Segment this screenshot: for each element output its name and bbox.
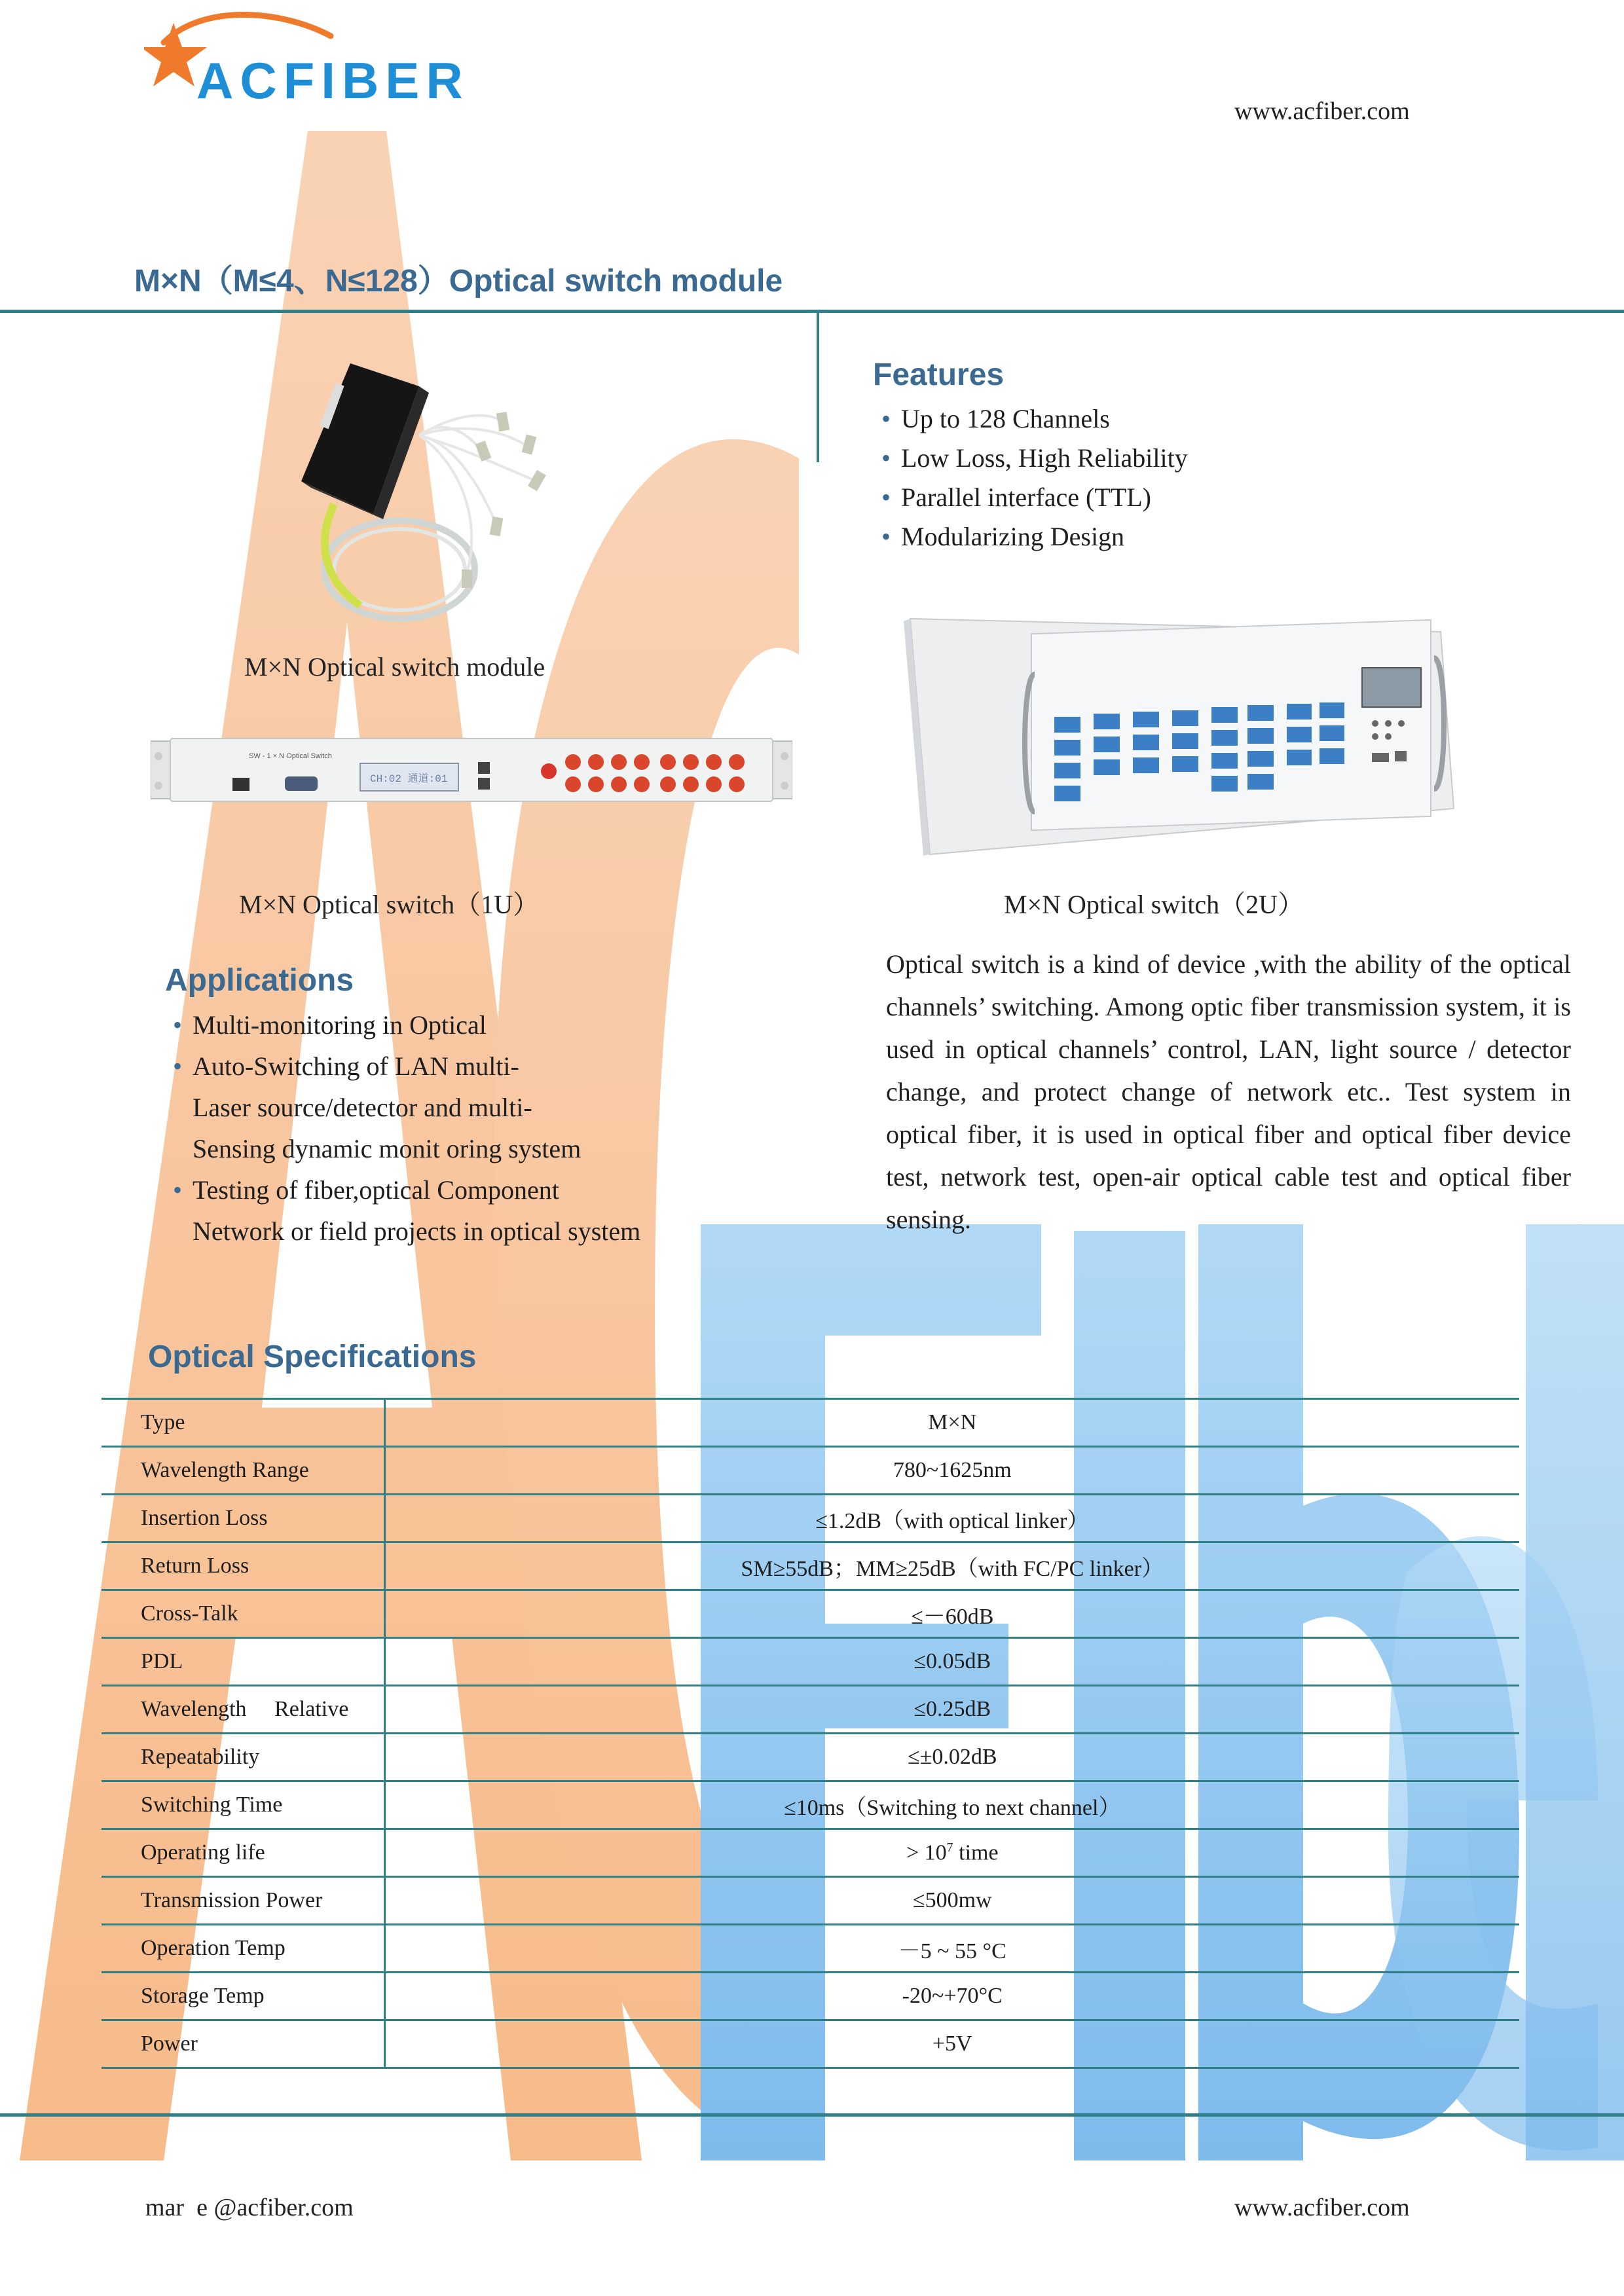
feature-item: • Modularizing Design (881, 517, 1188, 556)
spec-value: ≤1.2dB（with optical linker） (384, 1495, 1519, 1542)
switch-1u-product-image (151, 733, 792, 805)
product-description: Optical switch is a kind of device ,with the ability of the optical channels’ switching. Among optic fiber transmission system, it is used in optical channels’ control, LAN, light source / detector change, and protect change of network etc.. Test system in optical fiber, it is used in optical fiber and optical fiber device test, network test, open-air optical cable test and optical fiber sensing. (886, 949, 1571, 1234)
spec-value: +5V (384, 2020, 1519, 2068)
module-caption: M×N Optical switch module (244, 652, 545, 682)
table-row (101, 1542, 1519, 1590)
spec-label: Switching Time (101, 1781, 384, 1829)
spec-value: －5 ~ 55 °C (384, 1925, 1519, 1973)
table-row (101, 2020, 1519, 2068)
spec-label: Power (101, 2020, 384, 2068)
spec-label: Cross-Talk (101, 1590, 384, 1638)
spec-label: Storage Temp (101, 1973, 384, 2020)
table-row (101, 1447, 1519, 1495)
page-title: M×N（M≤4、N≤128）Optical switch module (134, 264, 783, 299)
acfiber-logo (144, 7, 485, 111)
switch-2u-product-image (904, 612, 1467, 861)
spec-label: Transmission Power (101, 1877, 384, 1925)
spec-value: > $10^7$ time (384, 1829, 1519, 1877)
table-row (101, 1973, 1519, 2020)
switch-1u-panel-label: SW - 1 × N Optical Switch (249, 752, 332, 760)
features-list (881, 399, 1188, 556)
application-item: • Multi-monitoring in Optical (173, 1004, 736, 1046)
header-website[interactable]: www.acfiber.com (1234, 98, 1410, 125)
spec-label: Return Loss (101, 1542, 384, 1590)
table-row (101, 1686, 1519, 1734)
spec-label: Type (101, 1399, 384, 1447)
table-row (101, 1829, 1519, 1877)
spec-value: ≤500mw (384, 1877, 1519, 1925)
spec-value: ≤－60dB (384, 1590, 1519, 1638)
table-row (101, 1925, 1519, 1973)
feature-item: • Parallel interface (TTL) (881, 478, 1188, 517)
feature-item: • Up to 128 Channels (881, 399, 1188, 439)
spec-label: Wavelength Range (101, 1447, 384, 1495)
applications-list (173, 1004, 736, 1252)
footer-website[interactable]: www.acfiber.com (1234, 2194, 1410, 2221)
table-row (101, 1590, 1519, 1638)
table-row (101, 1877, 1519, 1925)
spec-value: M×N (384, 1399, 1519, 1447)
spec-label: PDL (101, 1638, 384, 1686)
spec-value: SM≥55dB；MM≥25dB（with FC/PC linker） (384, 1542, 1519, 1590)
application-item: • Auto-Switching of LAN multi- Laser source/detector and multi- Sensing dynamic monit oring system (173, 1046, 736, 1169)
title-divider (0, 310, 1624, 313)
footer-divider (0, 2113, 1624, 2117)
footer-email[interactable]: mar e @acfiber.com (145, 2194, 354, 2221)
application-item: • Testing of fiber,optical Component Network or field projects in optical system (173, 1169, 736, 1252)
feature-item: • Low Loss, High Reliability (881, 439, 1188, 478)
spec-value: ≤10ms（Switching to next channel） (384, 1781, 1519, 1829)
table-row (101, 1781, 1519, 1829)
switch-1u-display: CH:02 通道:01 (370, 773, 448, 785)
switch-1u-caption: M×N Optical switch（1U） (239, 890, 540, 919)
spec-value: ≤0.05dB (384, 1638, 1519, 1686)
spec-value: ≤±0.02dB (384, 1734, 1519, 1781)
spec-value: -20~+70°C (384, 1973, 1519, 2020)
specs-heading: Optical Specifications (148, 1339, 477, 1374)
vertical-divider (817, 313, 819, 462)
table-row (101, 1495, 1519, 1542)
spec-label: Operating life (101, 1829, 384, 1877)
spec-label: Operation Temp (101, 1925, 384, 1973)
table-row (101, 1399, 1519, 1447)
module-product-image (288, 357, 563, 638)
spec-value: 780~1625nm (384, 1447, 1519, 1495)
spec-label: Wavelength Relative (101, 1686, 384, 1734)
switch-2u-caption: M×N Optical switch（2U） (1004, 890, 1304, 919)
table-row (101, 1638, 1519, 1686)
table-row (101, 1734, 1519, 1781)
applications-heading: Applications (165, 963, 354, 998)
spec-value: ≤0.25dB (384, 1686, 1519, 1734)
spec-label: Insertion Loss (101, 1495, 384, 1542)
features-heading: Features (873, 357, 1005, 392)
spec-table (101, 1398, 1519, 2069)
spec-label: Repeatability (101, 1734, 384, 1781)
svg-text:ACFIBER: ACFIBER (196, 52, 470, 109)
